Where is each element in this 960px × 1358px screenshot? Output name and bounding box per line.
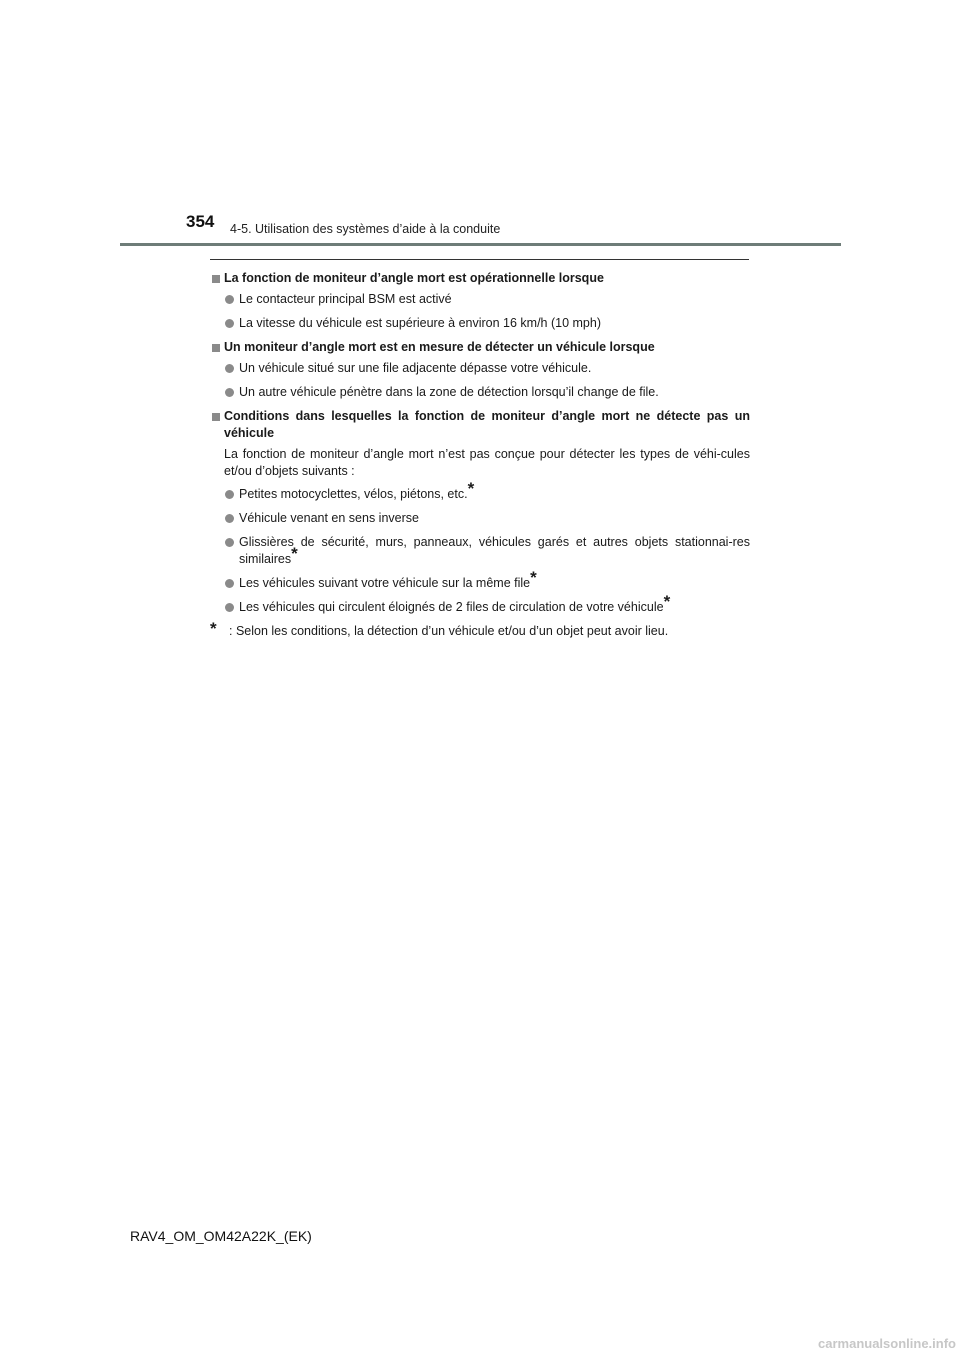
list-item: Les véhicules suivant votre véhicule sur la même file*: [210, 575, 750, 592]
list-item: Glissières de sécurité, murs, panneaux, véhicules garés et autres objets stationnai-res similaires*: [210, 534, 750, 568]
round-bullet-icon: [225, 603, 234, 612]
round-bullet-icon: [225, 295, 234, 304]
list-item: Petites motocyclettes, vélos, piétons, etc.*: [210, 486, 750, 503]
asterisk-icon: *: [530, 568, 537, 587]
content: [210, 270, 750, 640]
footnote: [210, 619, 750, 640]
watermark: carmanualsonline.info: [818, 1336, 956, 1351]
list-item: Véhicule venant en sens inverse: [210, 510, 750, 527]
list-item: Les véhicules qui circulent éloignés de 2 files de circulation de votre véhicule*: [210, 599, 750, 616]
round-bullet-icon: [225, 388, 234, 397]
header-rule: [120, 243, 841, 246]
list-item: La vitesse du véhicule est supérieure à environ 16 km/h (10 mph): [210, 315, 750, 332]
list-item: Un autre véhicule pénètre dans la zone de détection lorsqu’il change de file.: [210, 384, 750, 401]
section-intro: La fonction de moniteur d’angle mort n’est pas conçue pour détecter les types de véhi-cules et/ou d’objets suivants :: [224, 447, 750, 478]
section-heading: Un moniteur d’angle mort est en mesure de détecter un véhicule lorsque: [210, 339, 750, 356]
page-number: 354: [186, 212, 215, 231]
round-bullet-icon: [225, 538, 234, 547]
asterisk-icon: *: [210, 619, 217, 638]
asterisk-icon: *: [291, 544, 298, 563]
round-bullet-icon: [225, 319, 234, 328]
doc-code: RAV4_OM_OM42A22K_(EK): [130, 1228, 312, 1244]
round-bullet-icon: [225, 490, 234, 499]
list-item: Un véhicule situé sur une file adjacente dépasse votre véhicule.: [210, 360, 750, 377]
round-bullet-icon: [225, 514, 234, 523]
square-bullet-icon: [212, 344, 220, 352]
asterisk-icon: *: [663, 592, 671, 611]
square-bullet-icon: [212, 275, 220, 283]
section-title: 4-5. Utilisation des systèmes d’aide à la conduite: [230, 222, 501, 236]
footnote-text: : Selon les conditions, la détection d’un véhicule et/ou d’un objet peut avoir lieu.: [229, 624, 669, 638]
section-heading: La fonction de moniteur d’angle mort est opérationnelle lorsque: [210, 270, 750, 287]
section-heading: Conditions dans lesquelles la fonction de moniteur d’angle mort ne détecte pas un véhicule: [210, 408, 750, 442]
section-rule: [210, 259, 749, 260]
list-item: Le contacteur principal BSM est activé: [210, 291, 750, 308]
square-bullet-icon: [212, 413, 220, 421]
round-bullet-icon: [225, 579, 234, 588]
round-bullet-icon: [225, 364, 234, 373]
asterisk-icon: *: [467, 479, 475, 498]
